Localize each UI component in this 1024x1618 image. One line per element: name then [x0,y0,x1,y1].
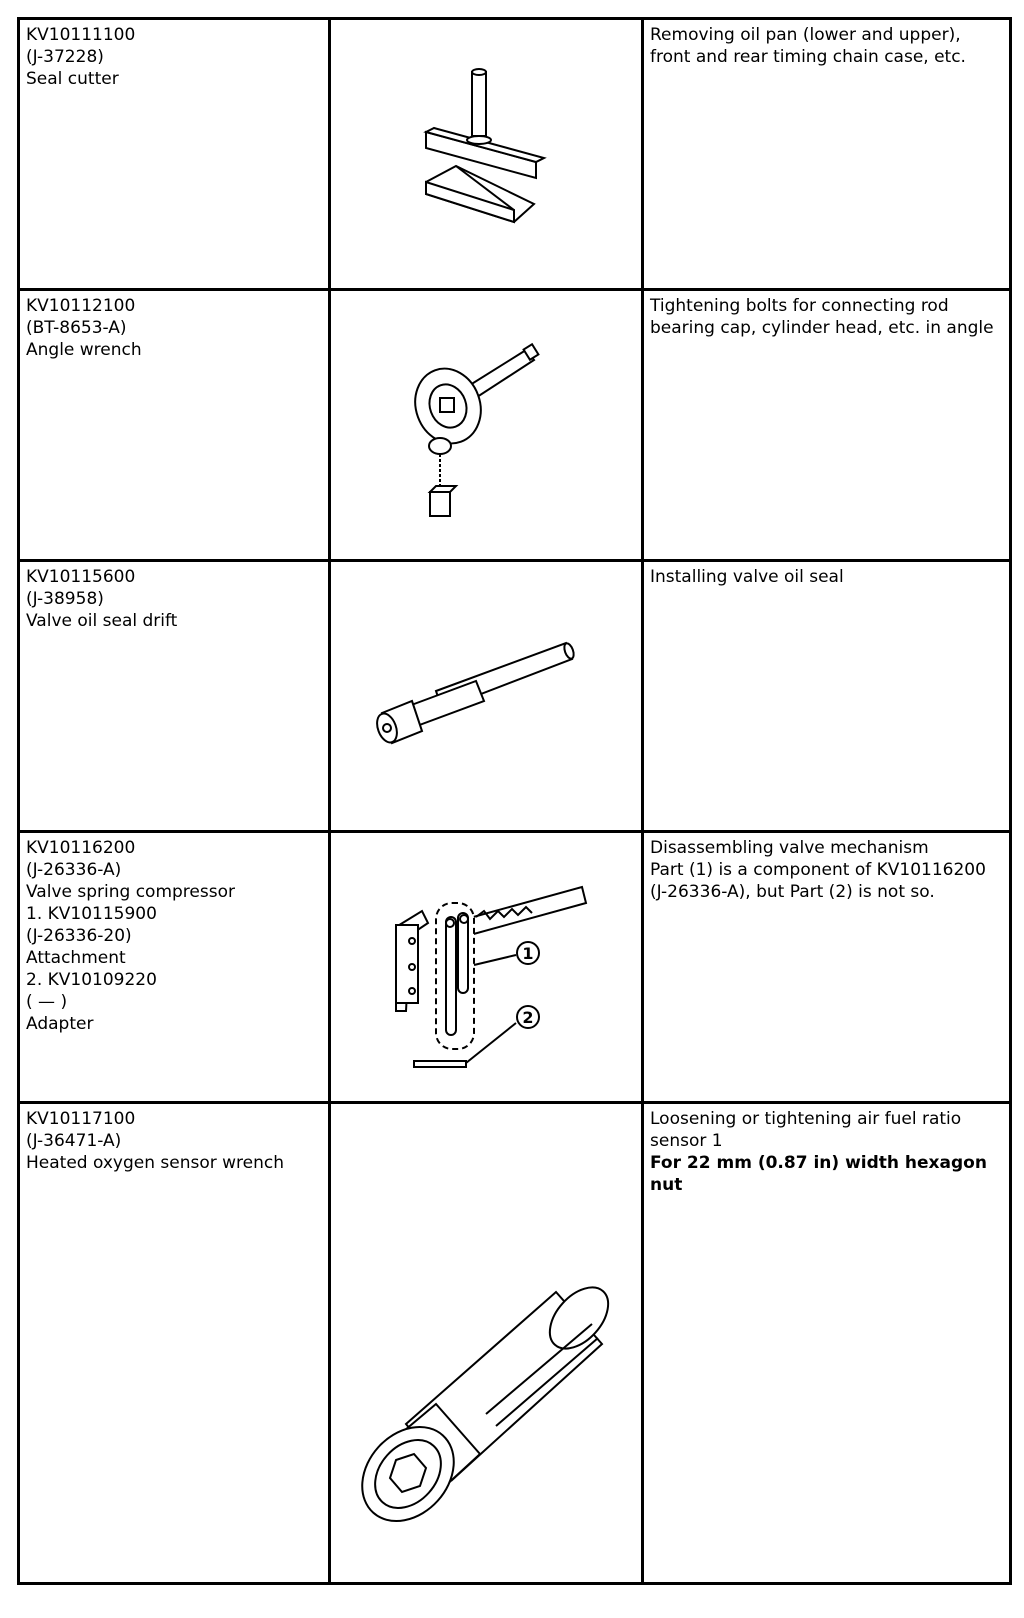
tool-alt-number: (J-37228) [26,47,104,67]
table-row [19,290,1011,561]
tool-description: Disassembling valve mechanism [650,838,929,858]
tool-illustration-cell [330,290,643,561]
attachment-name: Attachment [26,948,126,968]
tool-number: KV10115600 [26,567,136,587]
tool-description-cell [643,290,1011,561]
tool-number: KV10111100 [26,25,136,45]
tool-illustration-cell [330,19,643,290]
tool-description: Tightening bolts for connecting rod bearing cap, cylinder head, etc. in angle [650,296,994,338]
attachment-alt-number: (J-26336-20) [26,926,132,946]
tool-name: Angle wrench [26,340,142,360]
tool-description-note: Part (1) is a component of KV10116200 (J-26336-A), but Part (2) is not so. [650,860,986,902]
tool-number-cell [19,19,330,290]
adapter-number: 2. KV10109220 [26,970,157,990]
table-row [19,832,1011,1103]
tool-number-cell [19,290,330,561]
tool-description-bold-note: For 22 mm (0.87 in) width hexagon nut [650,1153,987,1195]
tool-illustration-cell [330,1103,643,1584]
tool-name: Valve spring compressor [26,882,235,902]
tool-name: Valve oil seal drift [26,611,178,631]
tool-alt-number: (J-36471-A) [26,1131,122,1151]
valve-oil-seal-drift-illustration [366,621,606,771]
table-row [19,1103,1011,1584]
tool-name: Heated oxygen sensor wrench [26,1153,285,1173]
attachment-number: 1. KV10115900 [26,904,157,924]
heated-oxygen-sensor-wrench-illustration [356,1264,616,1564]
tool-number: KV10117100 [26,1109,136,1129]
tool-name: Seal cutter [26,69,119,89]
tool-number-cell [19,1103,330,1584]
tool-number-cell [19,832,330,1103]
tool-description: Removing oil pan (lower and upper), front and rear timing chain case, etc. [650,25,966,67]
callout-1 [517,942,539,964]
tool-description-cell [643,561,1011,832]
callout-2 [517,1006,539,1028]
tool-number: KV10112100 [26,296,136,316]
seal-cutter-illustration [386,54,586,254]
adapter-name: Adapter [26,1014,94,1034]
svg-text:2: 2 [522,1008,534,1027]
angle-wrench-illustration [386,320,586,530]
tool-alt-number: (BT-8653-A) [26,318,127,338]
tool-number: KV10116200 [26,838,136,858]
table-row [19,19,1011,290]
tool-description: Installing valve oil seal [650,567,844,587]
tool-number-cell [19,561,330,832]
tool-alt-number: (J-38958) [26,589,104,609]
svg-text:1: 1 [522,944,534,963]
tool-description-cell [643,19,1011,290]
special-service-tools-table [17,17,1012,1585]
table-row [19,561,1011,832]
tool-description-cell [643,832,1011,1103]
tool-alt-number: (J-26336-A) [26,860,122,880]
tool-illustration-cell [330,832,643,1103]
adapter-alt-number: ( — ) [26,992,68,1012]
valve-spring-compressor-illustration [366,857,606,1077]
tool-illustration-cell [330,561,643,832]
tool-description-cell [643,1103,1011,1584]
tool-description: Loosening or tightening air fuel ratio sensor 1 [650,1109,962,1151]
